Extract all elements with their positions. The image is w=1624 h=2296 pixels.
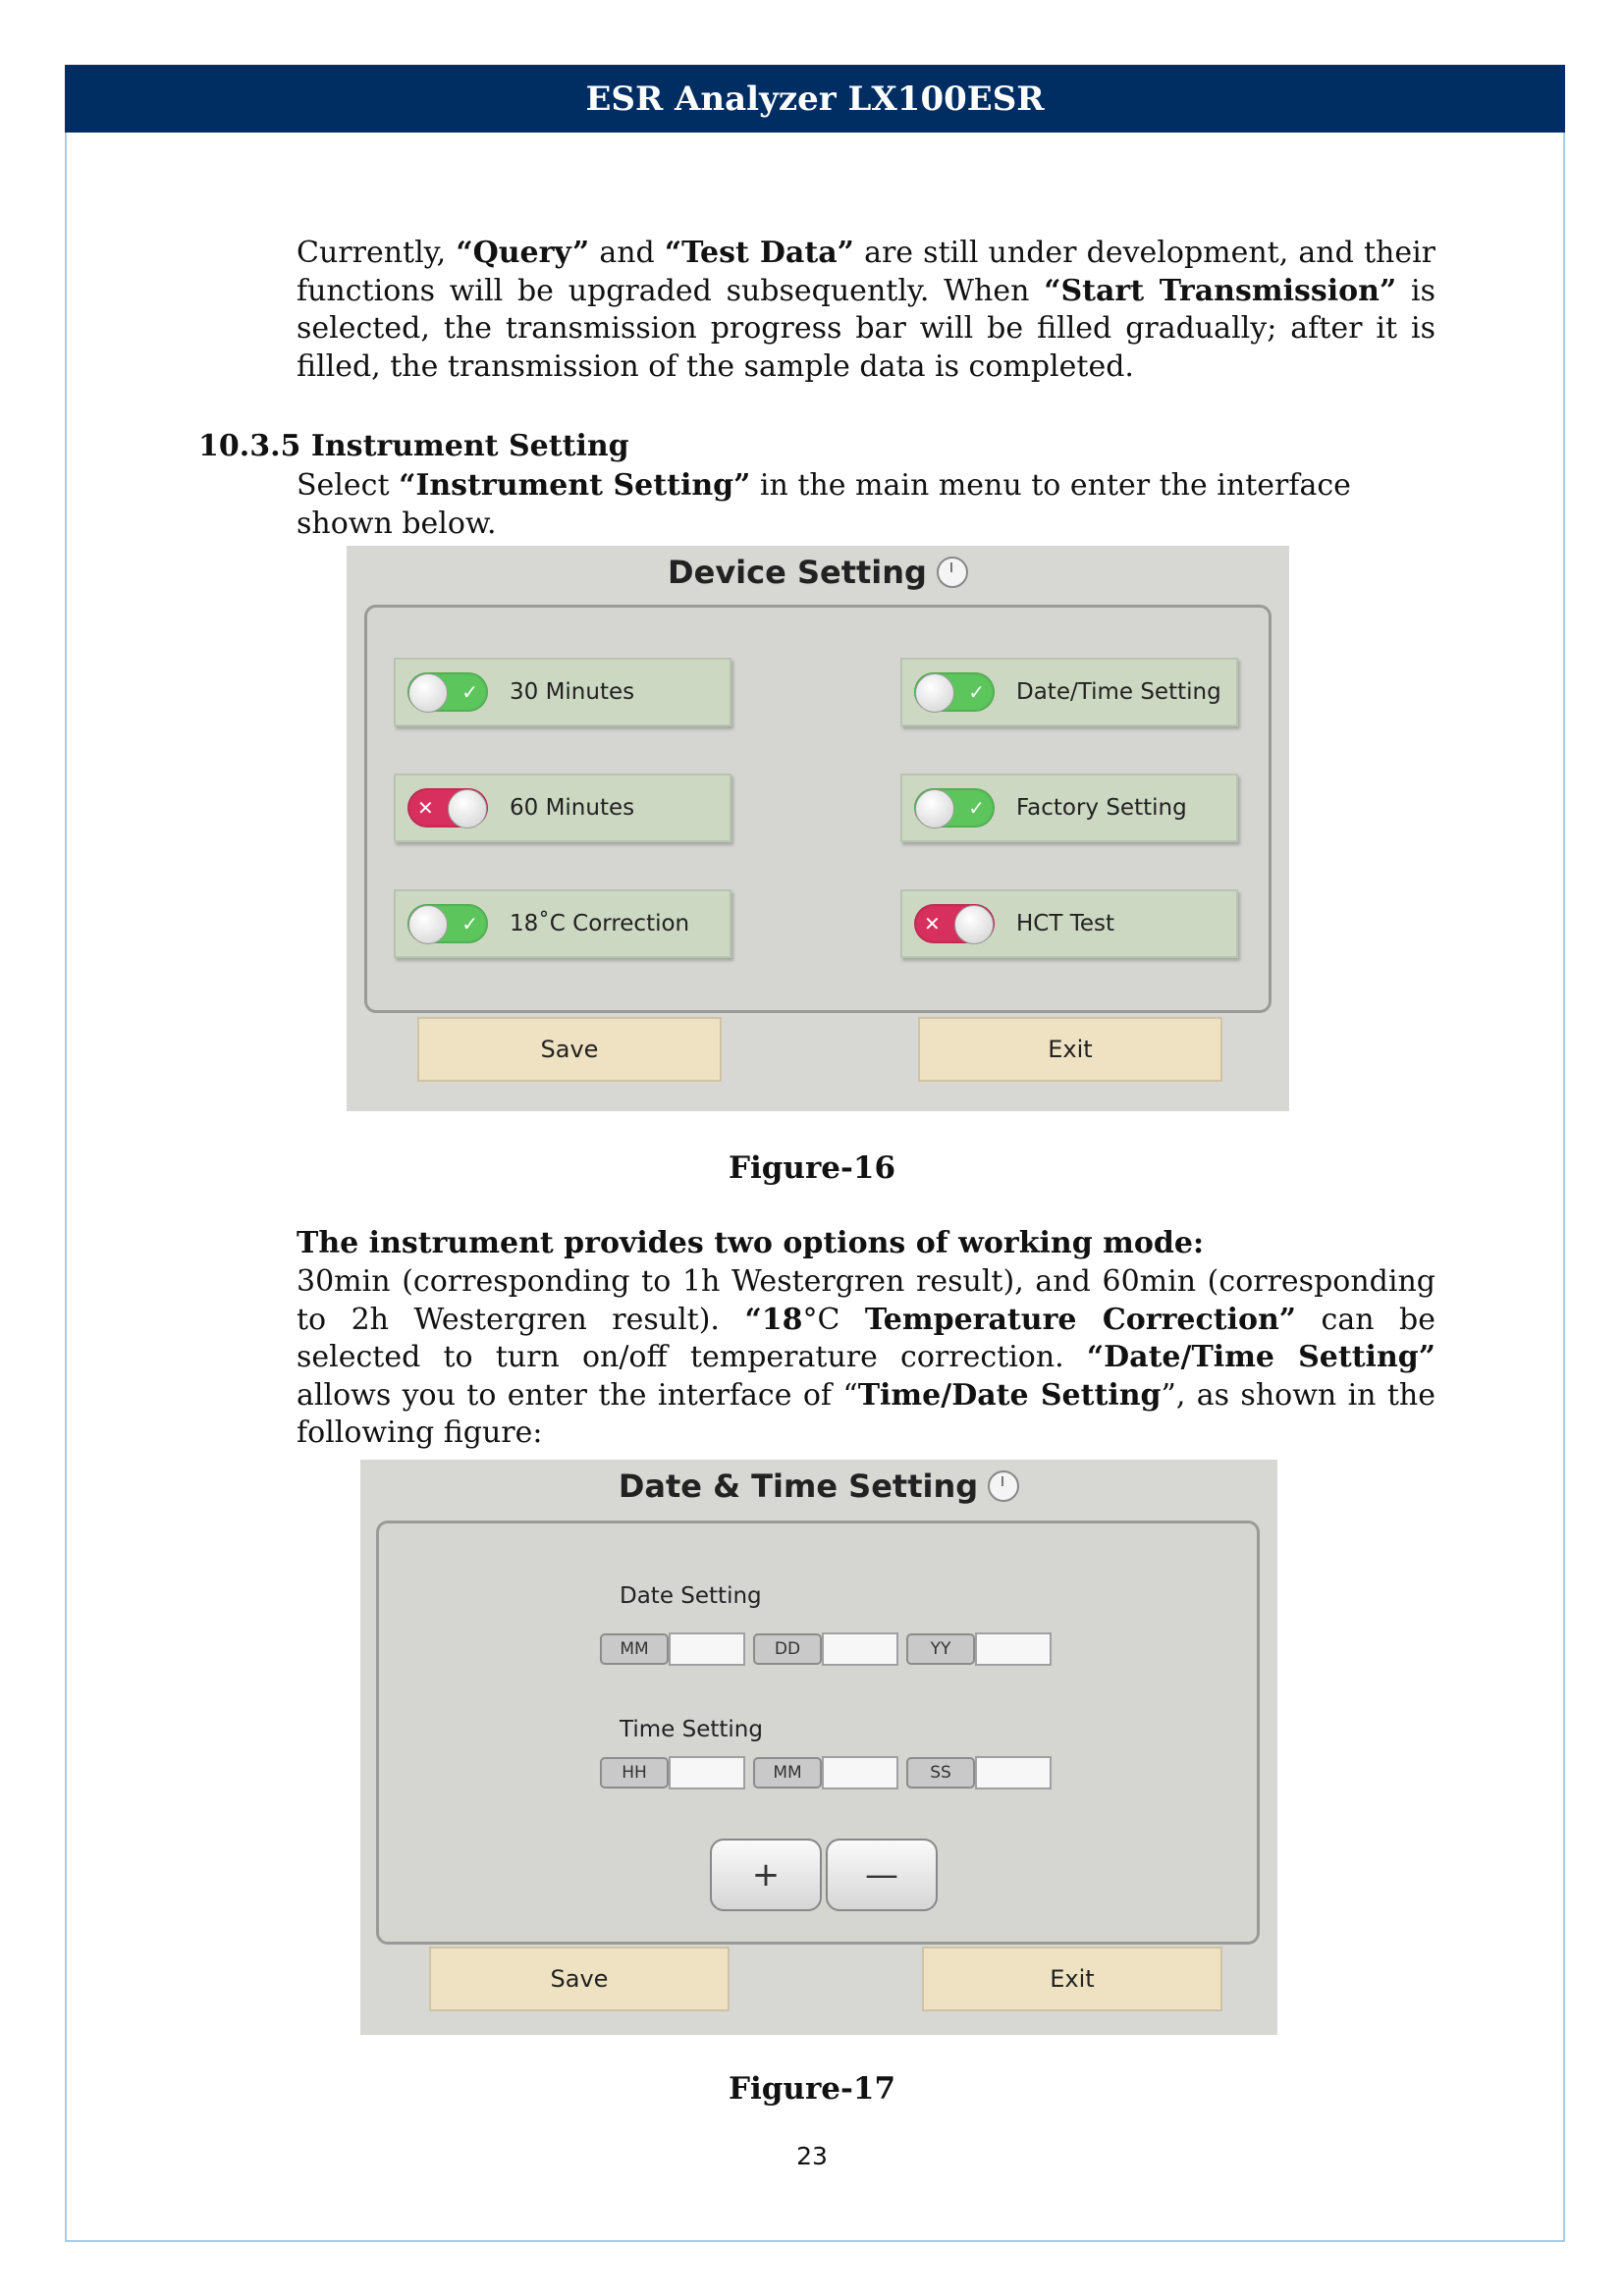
time-field-mm[interactable] [753,1756,898,1789]
check-icon: ✓ [968,680,985,704]
toggle-switch-on[interactable] [914,788,995,828]
exit-button[interactable]: Exit [922,1947,1222,2011]
month-input[interactable] [669,1632,745,1666]
toggle-label: Factory Setting [1016,795,1187,821]
intro-text-3: are still under development, and their functions will be upgraded subsequently. When [297,236,1436,308]
mode-text-2: °C [802,1302,865,1337]
decrement-button[interactable]: — [826,1839,938,1911]
mode-bold-time-date-setting: Time/Date Setting [857,1377,1162,1413]
toggle-label: Date/Time Setting [1016,679,1221,705]
save-button[interactable]: Save [429,1947,730,2011]
exit-button[interactable]: Exit [918,1017,1222,1082]
intro-bold-test-data: “Test Data” [664,236,854,270]
toggle-knob [915,673,954,713]
year-tag: YY [906,1633,975,1665]
hour-input[interactable] [669,1756,745,1789]
intro-text-4: is selected, the transmission progress bar will be filled gradually; after it is filled, the transmission of the sample data is completed. [297,273,1435,384]
check-icon: ✓ [968,796,985,820]
time-setting-label: Time Setting [620,1717,763,1742]
mode-bold-temperature-correction: Temperature Correction” [864,1302,1297,1337]
section-heading: 10.3.5 Instrument Setting [198,429,629,463]
day-tag: DD [753,1633,822,1665]
figure-16-caption: Figure-16 [728,1150,896,1186]
date-field-dd[interactable] [753,1632,898,1666]
page-number: 23 [796,2142,828,2170]
toggle-switch-on[interactable] [914,672,995,712]
toggle-18c-correction[interactable] [394,889,731,958]
day-input[interactable] [822,1632,898,1666]
intro-bold-query: “Query” [456,236,590,270]
date-setting-label: Date Setting [620,1583,762,1609]
toggle-label: 18˚C Correction [510,911,690,936]
mode-text-4: allows you to enter the interface of “ [297,1377,858,1413]
mode-text-3: can be selected to turn on/off temperature correction. [297,1302,1435,1374]
check-icon: ✓ [461,680,478,704]
second-input[interactable] [975,1756,1052,1789]
increment-button[interactable]: + [710,1839,822,1911]
month-tag: MM [600,1633,669,1665]
toggle-factory-setting[interactable] [900,774,1238,842]
toggle-switch-on[interactable] [407,904,488,943]
mode-text-1: 30min (corresponding to 1h Westergren result), and 60min (corresponding to 2h Westergren result). [297,1264,1435,1337]
toggle-label: 60 Minutes [510,795,635,821]
toggle-label: 30 Minutes [510,679,635,705]
minute-input[interactable] [822,1756,898,1789]
toggle-knob [954,905,994,944]
mode-bold-18: “18 [744,1302,803,1337]
intro-paragraph [297,235,1435,386]
date-field-mm[interactable] [600,1632,745,1666]
toggle-60-minutes[interactable] [394,774,731,842]
mode-paragraph [297,1263,1435,1453]
toggle-knob [448,789,487,828]
date-time-setting-screenshot [360,1460,1277,2035]
toggle-switch-off[interactable] [914,904,995,943]
cross-icon: ✕ [924,912,941,935]
page-header [65,65,1565,133]
mode-heading: The instrument provides two options of working mode: [297,1226,1205,1260]
toggle-knob [408,673,448,713]
toggle-switch-on[interactable] [407,672,488,712]
device-setting-title: Device Setting [668,554,927,591]
toggle-switch-off[interactable] [407,788,488,828]
toggle-knob [915,789,954,828]
toggle-hct-test[interactable] [900,889,1238,958]
clock-icon [937,557,968,588]
hour-tag: HH [600,1757,669,1789]
mode-bold-date-time-setting: “Date/Time Setting” [1086,1340,1435,1374]
section-text-2: in the main menu to enter the interface shown below. [297,468,1351,541]
save-button[interactable]: Save [417,1017,722,1082]
toggle-label: HCT Test [1016,911,1115,936]
toggle-30-minutes[interactable] [394,658,731,726]
toggle-date-time-setting[interactable] [900,658,1238,726]
time-field-hh[interactable] [600,1756,745,1789]
second-tag: SS [906,1757,975,1789]
intro-text-1: Currently, [297,236,457,270]
header-title: ESR Analyzer LX100ESR [585,79,1045,119]
section-bold-instrument-setting: “Instrument Setting” [399,468,751,503]
time-field-ss[interactable] [906,1756,1052,1789]
section-intro [297,467,1435,543]
minute-tag: MM [753,1757,822,1789]
intro-bold-start-transmission: “Start Transmission” [1044,273,1397,308]
date-field-yy[interactable] [906,1632,1052,1666]
figure-17-caption: Figure-17 [728,2071,896,2107]
check-icon: ✓ [461,912,478,935]
clock-icon [988,1470,1019,1502]
date-time-title-row [360,1468,1277,1505]
device-setting-title-row [347,554,1289,591]
year-input[interactable] [975,1632,1052,1666]
section-text-1: Select [297,468,400,503]
device-setting-screenshot [347,546,1289,1111]
toggle-knob [408,905,448,944]
mode-text-5: ”, as shown in the following figure: [297,1377,1435,1450]
intro-text-2: and [589,236,665,270]
date-time-setting-title: Date & Time Setting [618,1468,979,1505]
cross-icon: ✕ [417,796,434,820]
